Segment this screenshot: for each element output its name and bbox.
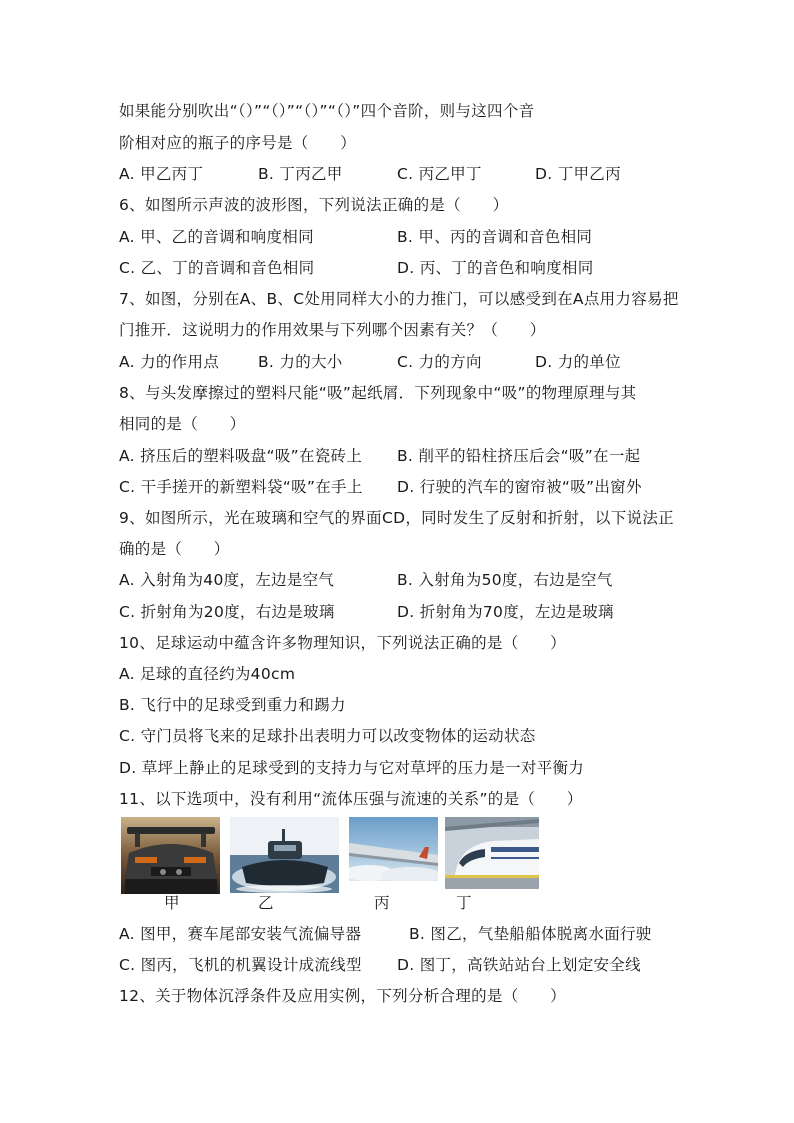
q7-option-a: A. 力的作用点: [119, 353, 220, 371]
high-speed-train-image: [445, 817, 539, 889]
q11-option-b: B. 图乙，气垫船船体脱离水面行驶: [409, 925, 652, 943]
q6-option-c: C. 乙、丁的音调和音色相同: [119, 259, 315, 277]
q9-option-c: C. 折射角为20度，右边是玻璃: [119, 603, 335, 621]
q8-stem-line2: 相同的是（ ）: [119, 415, 246, 433]
q10-option-a: A. 足球的直径约为40cm: [119, 665, 296, 683]
hovercraft-image: [230, 817, 339, 893]
q5-option-d: D. 丁甲乙丙: [535, 165, 621, 183]
q11-option-d: D. 图丁，高铁站站台上划定安全线: [397, 956, 641, 974]
q7-stem-line1: 7、如图，分别在A、B、C处用同样大小的力推门，可以感受到在A点用力容易把: [119, 290, 679, 308]
q8-option-d: D. 行驶的汽车的窗帘被“吸”出窗外: [397, 478, 642, 496]
q8-option-c: C. 干手搓开的新塑料袋“吸”在手上: [119, 478, 363, 496]
q8-option-b: B. 削平的铅柱挤压后会“吸”在一起: [397, 447, 641, 465]
q11-option-c: C. 图丙，飞机的机翼设计成流线型: [119, 956, 362, 974]
race-car-spoiler-image: [121, 817, 220, 894]
q9-option-a: A. 入射角为40度，左边是空气: [119, 571, 335, 589]
q9-stem-line1: 9、如图所示，光在玻璃和空气的界面CD，同时发生了反射和折射，以下说法正: [119, 509, 674, 527]
caption-ding: 丁: [456, 894, 472, 912]
q9-option-b: B. 入射角为50度，右边是空气: [397, 571, 613, 589]
q10-option-c: C. 守门员将飞来的足球扑出表明力可以改变物体的运动状态: [119, 727, 536, 745]
q5-stem-line2: 阶相对应的瓶子的序号是（ ）: [119, 134, 357, 152]
q6-option-d: D. 丙、丁的音色和响度相同: [397, 259, 594, 277]
q5-option-b: B. 丁丙乙甲: [258, 165, 343, 183]
q9-stem-line2: 确的是（ ）: [119, 540, 230, 558]
q8-option-a: A. 挤压后的塑料吸盘“吸”在瓷砖上: [119, 447, 363, 465]
caption-jia: 甲: [164, 894, 180, 912]
q7-option-b: B. 力的大小: [258, 353, 343, 371]
q11-option-a: A. 图甲，赛车尾部安装气流偏导器: [119, 925, 362, 943]
airplane-wing-image: [349, 817, 438, 881]
q8-stem-line1: 8、与头发摩擦过的塑料尺能“吸”起纸屑．下列现象中“吸”的物理原理与其: [119, 384, 637, 402]
q7-option-c: C. 力的方向: [397, 353, 482, 371]
q10-option-b: B. 飞行中的足球受到重力和踢力: [119, 696, 346, 714]
q11-stem: 11、以下选项中，没有利用“流体压强与流速的关系”的是（ ）: [119, 790, 583, 808]
q7-stem-line2: 门推开．这说明力的作用效果与下列哪个因素有关？（ ）: [119, 321, 546, 339]
q9-option-d: D. 折射角为70度，左边是玻璃: [397, 603, 614, 621]
q10-stem: 10、足球运动中蕴含许多物理知识，下列说法正确的是（ ）: [119, 634, 566, 652]
q5-stem-line1: 如果能分别吹出“（）”“（）”“（）”“（）”四个音阶，则与这四个音: [119, 102, 535, 120]
q5-option-a: A. 甲乙丙丁: [119, 165, 204, 183]
q6-option-b: B. 甲、丙的音调和音色相同: [397, 228, 593, 246]
caption-bing: 丙: [374, 894, 390, 912]
q10-option-d: D. 草坪上静止的足球受到的支持力与它对草坪的压力是一对平衡力: [119, 759, 585, 777]
q7-option-d: D. 力的单位: [535, 353, 621, 371]
caption-yi: 乙: [258, 894, 274, 912]
q6-option-a: A. 甲、乙的音调和响度相同: [119, 228, 314, 246]
q6-stem: 6、如图所示声波的波形图，下列说法正确的是（ ）: [119, 196, 509, 214]
q5-option-c: C. 丙乙甲丁: [397, 165, 482, 183]
q12-stem: 12、关于物体沉浮条件及应用实例，下列分析合理的是（ ）: [119, 987, 566, 1005]
